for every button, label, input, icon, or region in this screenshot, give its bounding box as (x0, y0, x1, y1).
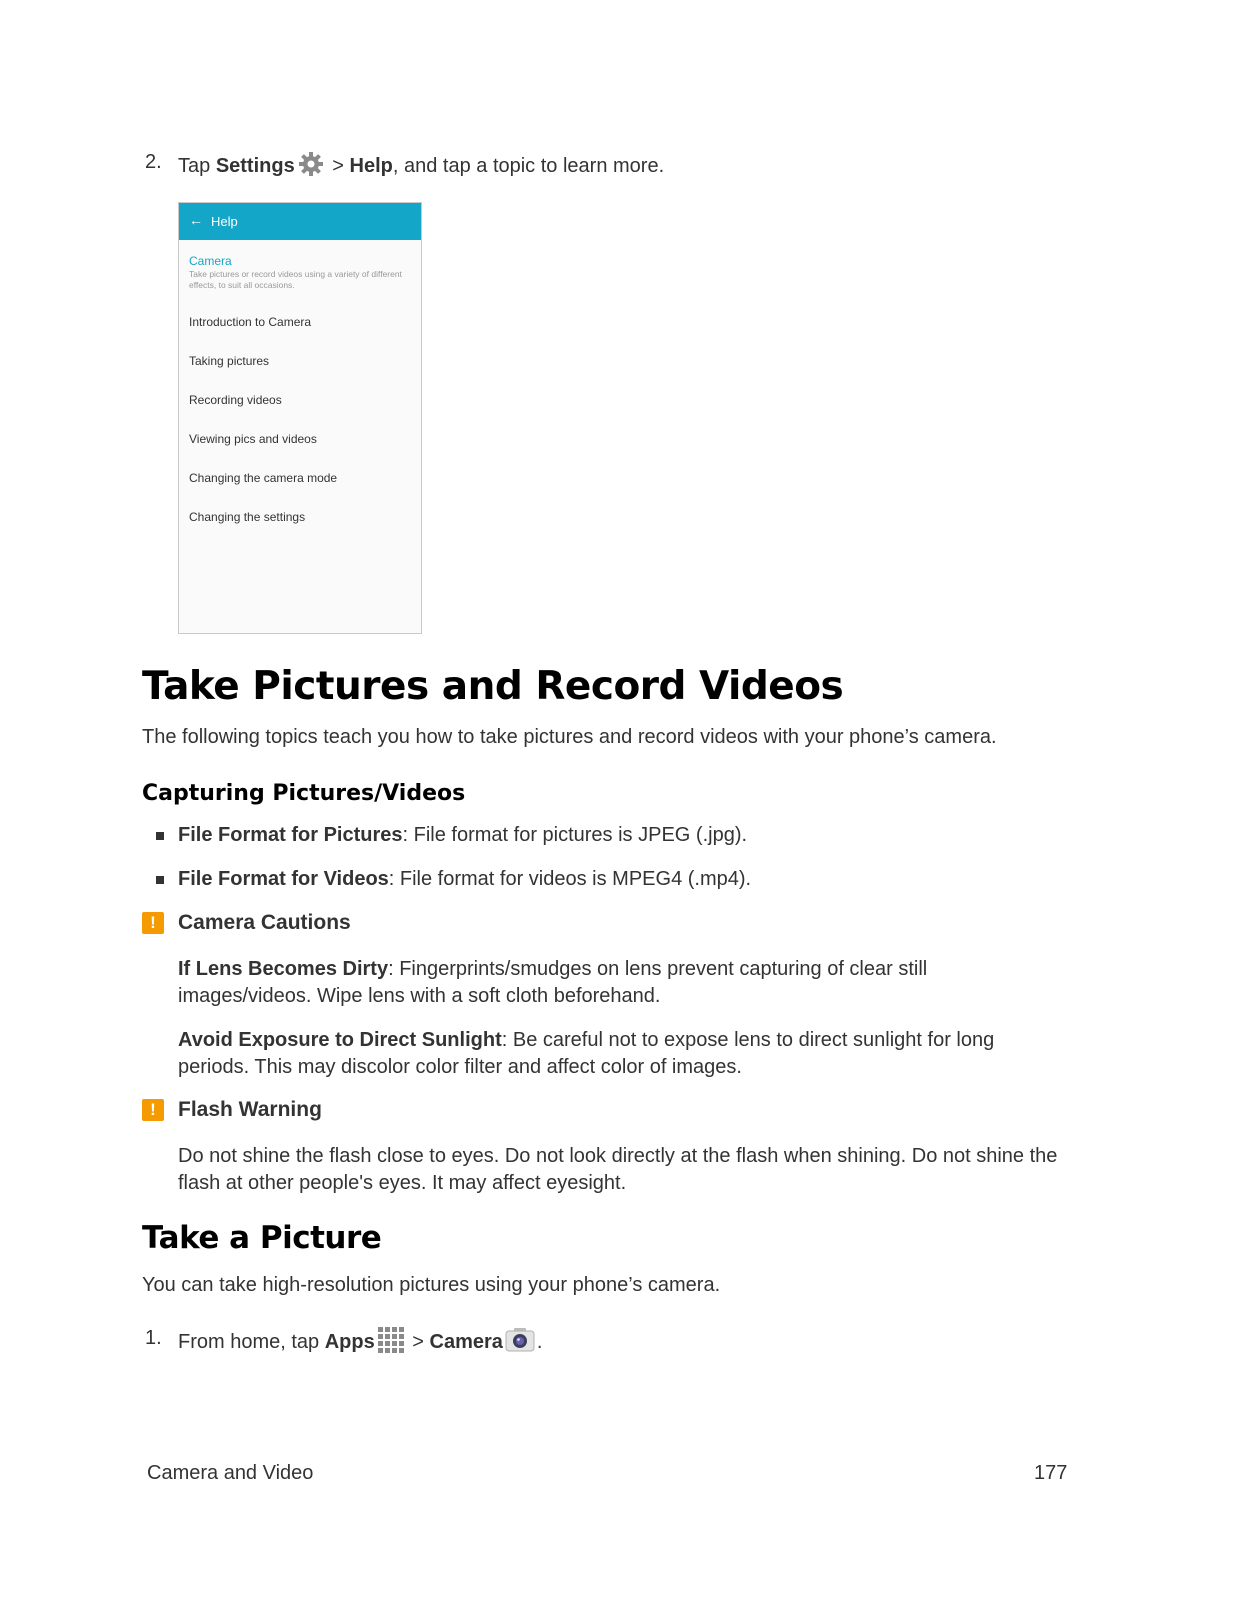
cautions-title: Camera Cautions (178, 911, 351, 934)
format-videos-item: File Format for Videos: File format for videos is MPEG4 (.mp4). (178, 868, 752, 890)
back-arrow-icon[interactable]: ← (189, 212, 203, 228)
step-text: From home, tap Apps > Camera . (178, 1326, 542, 1358)
section-title: Take a Picture (142, 1220, 382, 1256)
step-number: 2. (145, 151, 162, 173)
section-intro: You can take high-resolution pictures using your phone’s camera. (142, 1274, 721, 1296)
subsection-title: Capturing Pictures/Videos (142, 781, 466, 806)
help-topic[interactable]: Changing the settings (189, 510, 306, 524)
footer-section-name: Camera and Video (147, 1462, 314, 1484)
apps-label: Apps (324, 1331, 375, 1353)
bullet-icon (156, 876, 164, 884)
apps-grid-icon (377, 1326, 405, 1358)
section-title: Take Pictures and Record Videos (142, 664, 844, 709)
help-topic[interactable]: Introduction to Camera (189, 315, 312, 329)
warning-icon: ! (142, 1099, 164, 1121)
help-topic[interactable]: Viewing pics and videos (189, 432, 317, 446)
help-screen-screenshot (178, 202, 422, 634)
help-header-bar (179, 203, 421, 240)
step-2 (145, 150, 1045, 178)
warning-icon: ! (142, 912, 164, 934)
caution-lens-dirty: If Lens Becomes Dirty: Fingerprints/smudges on lens prevent capturing of clear still images/videos. Wipe lens with a soft cloth beforehand. (178, 958, 928, 1007)
step-number: 1. (145, 1327, 162, 1349)
step-1 (145, 1326, 1045, 1356)
page-number: 177 (1034, 1462, 1068, 1484)
help-topic[interactable]: Taking pictures (189, 354, 270, 368)
settings-label: Settings (215, 155, 295, 177)
camera-icon (505, 1327, 535, 1358)
help-topic[interactable]: Changing the camera mode (189, 471, 338, 485)
bullet-icon (156, 832, 164, 840)
flash-warning-text: Do not shine the flash close to eyes. Do not look directly at the flash when shining. Do not shine the flash at other people's eyes. It may affect eyesight. (178, 1145, 1058, 1194)
format-pictures-item: File Format for Pictures: File format for pictures is JPEG (.jpg). (178, 824, 748, 846)
help-category[interactable]: Camera (189, 254, 232, 268)
help-label: Help (349, 155, 393, 177)
camera-label: Camera (429, 1331, 503, 1353)
help-category-description: Take pictures or record videos using a variety of different effects, to suit all occasions. (189, 269, 402, 290)
help-topic[interactable]: Recording videos (189, 393, 282, 407)
section-intro: The following topics teach you how to take pictures and record videos with your phone’s camera. (142, 726, 997, 748)
help-title: Help (211, 214, 238, 229)
step-text: Tap Settings > Help, and tap a topic to learn more. (178, 150, 664, 182)
flash-warning-title: Flash Warning (178, 1098, 322, 1121)
caution-sunlight: Avoid Exposure to Direct Sunlight: Be careful not to expose lens to direct sunlight for long periods. This may discolor color filter and affect color of images. (178, 1029, 995, 1078)
gear-icon (297, 150, 325, 182)
